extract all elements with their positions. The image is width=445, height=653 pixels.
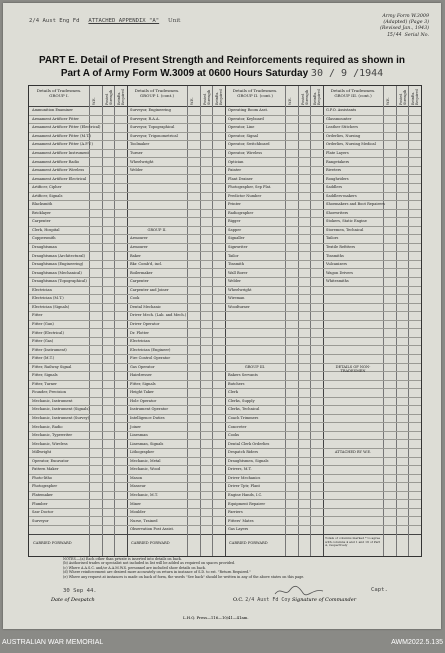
trade-label: Mechanic, Wireless — [32, 441, 68, 446]
row-line — [29, 457, 421, 458]
note-b: (b) Authorised trades or specialist not included in list will be added as required on spaces provided. — [63, 561, 236, 566]
row-line — [29, 217, 421, 218]
row-line — [29, 380, 421, 381]
trade-label: Vulcanizers — [326, 262, 348, 267]
row-line — [29, 516, 421, 517]
carried-forward-3: CARRIED FORWARD — [229, 541, 268, 545]
trade-label: Bkr. Comb'd, incl. — [130, 262, 163, 267]
trade-label: Driver Operator — [130, 321, 160, 326]
trade-label: Operating Room Asst. — [228, 108, 269, 113]
row-line — [29, 363, 421, 364]
col-head-group1-cont: Details of Tradesmen. GROUP I. (cont.) — [134, 88, 180, 98]
archive-reference: AWM2022.5.135 — [391, 639, 443, 646]
sub-column-head: W.E. — [92, 97, 96, 105]
trade-label: Blacksmith — [32, 202, 53, 207]
trade-label: Gas Operator — [130, 364, 155, 369]
trade-label: Radiographer — [228, 210, 254, 215]
trade-label: Shoemakers and Boot Repairers — [326, 202, 385, 207]
notes-block — [63, 557, 304, 579]
trade-label: Orderlies, Nursing — [326, 133, 361, 138]
trade-label: Draughtsman (Topographical) — [32, 279, 87, 284]
trade-label: Carpenter and Joiner — [130, 287, 169, 292]
trade-label: Tailor — [228, 253, 239, 258]
form-line-3: (Revised Jan., 1943) — [380, 26, 429, 32]
trade-label: Mechanic, Metal — [130, 458, 161, 463]
trade-label: Operator, Excavator — [32, 458, 69, 463]
trade-label: Surveyor — [32, 518, 49, 523]
row-line — [29, 132, 421, 133]
row-line — [29, 422, 421, 423]
trade-label: Saw Doctor — [32, 510, 54, 515]
trade-label: Butchers — [228, 381, 245, 386]
row-line — [29, 115, 421, 116]
trade-label: Fitter (Instrument) — [32, 347, 67, 352]
note-a: NOTES.—(a) Each other than private is inserted into details on back. — [63, 557, 182, 561]
trade-label: Electrician (M.T.) — [32, 296, 64, 301]
trade-label: Clerk, Hospital — [32, 227, 60, 232]
serial-number: 15/44 — [387, 32, 402, 38]
trade-label: Armament Artificer Fitter (M.T.) — [32, 133, 91, 138]
page-title — [17, 54, 427, 80]
trade-label: Fitter (M.T.) — [32, 356, 55, 361]
trade-label: Mechanic, Instrument — [32, 398, 73, 403]
sub-column-head: Posted Strength — [202, 89, 211, 105]
trade-label: Baker — [130, 253, 141, 258]
trade-label: Hole Operator — [130, 398, 157, 403]
trade-label: Bakers Servants — [228, 373, 258, 378]
trade-label: Surveyor, Topographical — [130, 125, 175, 130]
row-line — [29, 465, 421, 466]
row-line — [29, 234, 421, 235]
trade-label: Intelligence Duties — [130, 416, 165, 420]
row-line — [29, 157, 421, 158]
trade-label: Wall Borer — [228, 270, 248, 275]
unit-handwritten: 2/4 Aust Eng Fd — [29, 18, 80, 24]
row-line — [29, 268, 421, 269]
row-line — [29, 251, 421, 252]
trade-label: Fitter, Turner — [32, 381, 57, 386]
trade-label: Electrician (Signals) — [32, 304, 70, 309]
trade-label: Observation Post Assist. — [130, 527, 175, 532]
form-identifier — [380, 14, 429, 39]
sub-column-head: Reinfts. Required — [313, 89, 322, 105]
trade-label: Sapper — [228, 227, 242, 232]
trade-label: Hairdresser — [130, 373, 152, 378]
row-line — [29, 448, 421, 449]
trade-label: Dental Clerk Orderlies — [228, 441, 270, 446]
trade-label: Fitter (Electrical) — [32, 330, 64, 335]
trade-label: Mechanic, M.T. — [130, 492, 158, 497]
trade-label: Armament Artificer Wireless — [32, 168, 85, 173]
attached-stamp: ATTACHED APPENDIX "A" — [88, 18, 160, 24]
trade-label: Carpenter — [130, 279, 149, 284]
sub-column-head: Posted Strength — [398, 89, 407, 105]
trade-label: G.P.O. Assistants — [326, 108, 357, 113]
trade-label: Photo-litho — [32, 475, 52, 480]
trade-label: Armament Artificer Fitter (Electrical) — [32, 125, 101, 130]
row-line — [29, 286, 421, 287]
group-heading: DETAILS OF NON-TRADESMEN — [335, 364, 371, 373]
trade-label: Saddlers — [326, 185, 343, 190]
trade-label: Dental Mechanic — [130, 304, 161, 309]
trade-label: Height Taker — [130, 390, 154, 395]
row-line — [29, 183, 421, 184]
trade-label: Draughtsmen, Signals — [228, 458, 269, 463]
row-line — [29, 209, 421, 210]
trade-label: Shoewriters — [326, 210, 349, 215]
trade-label: Glassmounter — [326, 116, 352, 121]
trade-label: Despatch Riders — [228, 450, 259, 455]
trade-label: Ammunition Examiner — [32, 108, 73, 113]
trade-label: Draughtsman (Mechanical) — [32, 270, 82, 275]
trade-label: Tinsmiths — [326, 253, 344, 258]
row-line — [29, 192, 421, 193]
trade-label: Equipment Repairer — [228, 501, 266, 506]
trade-label: Predictor Number — [228, 193, 262, 198]
unit-line — [29, 18, 180, 24]
serial-label: Serial No. — [404, 32, 429, 38]
trade-label: Cooks — [228, 433, 240, 438]
trade-label: Engine Hands, I.C. — [228, 492, 263, 497]
row-line — [29, 414, 421, 415]
sub-column-head: W.E. — [386, 97, 390, 105]
trade-label: Photographer, Sep Plat. — [228, 185, 272, 190]
form-line-2: (Adapted) (Page 3) — [383, 20, 429, 26]
trade-label: Driver Tptr, Plant — [228, 484, 260, 489]
trade-label: Wheelwright — [228, 287, 252, 292]
printer-imprint: L.H.Q. Press—116—10/41—41am. — [183, 615, 249, 620]
trade-label: Bricklayer — [32, 210, 51, 215]
trade-label: Plant Drainer — [228, 176, 253, 181]
trade-label: Tailors — [326, 236, 339, 241]
trade-label: Coach Trimmers — [228, 416, 259, 420]
row-line — [29, 140, 421, 141]
row-line — [29, 431, 421, 432]
row-line — [29, 226, 421, 227]
row-line — [29, 474, 421, 475]
trade-label: Whitesmiths — [326, 279, 349, 284]
trade-label: Fitter, Signals — [130, 381, 156, 386]
trade-label: Mechanic, Wood — [130, 467, 161, 472]
row-line — [29, 294, 421, 295]
trade-label: Fitter — [32, 313, 43, 318]
carried-forward-1: CARRIED FORWARD — [33, 541, 72, 545]
trade-label: Cook — [130, 296, 140, 301]
trade-label: Fitter, Railway Signal — [32, 364, 72, 369]
carried-forward-2: CARRIED FORWARD — [131, 541, 170, 545]
oc-unit: 2/4 Aust Fd Coy — [245, 597, 291, 603]
trade-label: Lithographer — [130, 450, 155, 455]
trade-label: Surveyor, R.A.A. — [130, 116, 160, 121]
row-line — [29, 525, 421, 526]
trade-label: Electrician — [130, 339, 150, 344]
trade-label: Fitter, Signals — [32, 373, 58, 378]
trade-label: Rigger — [228, 219, 241, 224]
sub-column-head: Reinfts. Required — [215, 89, 224, 105]
row-line — [29, 174, 421, 175]
totals-note: Totals of columns marked * to agree with columns 4 and 1 and 16 of Part A, respectively — [325, 536, 381, 547]
trade-label: Turner — [130, 150, 143, 155]
row-line — [29, 260, 421, 261]
col-head-group3-cont: Details of Tradesmen. GROUP III. (cont.) — [330, 88, 376, 98]
form-line-1: Army Form W.3009 — [382, 14, 429, 19]
trade-label: Mason — [130, 475, 143, 480]
trade-label: Painter — [228, 168, 242, 173]
trade-label: Clerks, Technical — [228, 407, 260, 412]
unit-label: Unit — [168, 18, 181, 24]
oc-label: O.C. — [233, 597, 244, 603]
trade-label: Moulder — [130, 510, 146, 515]
trade-label: Riveters — [326, 168, 342, 173]
row-line — [29, 311, 421, 312]
trade-label: Draughtsman — [32, 245, 57, 249]
trade-label: Stokers, Static Engine — [326, 219, 367, 224]
row-line — [29, 397, 421, 398]
trade-label: Instrument Operator — [130, 407, 169, 412]
trade-label: Armament Artificer Fitter (A.F.V.) — [32, 142, 93, 147]
title-line-2-text: Part A of Army Form W.3009 at 0600 Hours Saturday — [60, 68, 309, 79]
trade-label: Welder — [228, 279, 241, 284]
strength-table — [28, 85, 422, 557]
trade-label: Mechanic, Typewriter — [32, 433, 73, 438]
trade-label: Miner — [130, 501, 141, 506]
serial-row — [380, 33, 429, 39]
trade-label: Boilermaker — [130, 270, 153, 275]
title-date: 30 / 9 /1944 — [310, 68, 384, 79]
trade-label: Fitter (Gas) — [32, 339, 54, 344]
trade-label: Artificer, Signals — [32, 193, 63, 198]
trade-label: Drivers, M.T. — [228, 467, 252, 472]
trade-label: Rangetakers — [326, 159, 350, 164]
trade-label: Mechanic, Radio — [32, 424, 63, 429]
trade-label: Artificer, Cipher — [32, 185, 62, 190]
trade-label: Storemen, Technical — [326, 227, 364, 232]
trade-label: Linesman — [130, 433, 148, 438]
sub-column-head: W.E. — [190, 97, 194, 105]
trade-label: Driver Mechanics — [228, 475, 261, 480]
row-line — [29, 499, 421, 500]
row-line — [29, 200, 421, 201]
group-heading: ATTACHED BY W.E. — [334, 450, 372, 455]
despatch-label: Date of Despatch — [51, 597, 95, 603]
group-heading: GROUP II. — [147, 227, 167, 232]
note-d: (d) Where reinforcement are desired more accurately on return in instance of S.D. to est. "Return Required." — [63, 570, 251, 575]
col-head-group1: Details of Tradesmen. GROUP I. — [36, 88, 82, 98]
signature-label: Signature of Commander — [291, 597, 357, 603]
signature-scribble — [273, 585, 325, 598]
trade-label: Fitter (Gun) — [32, 321, 54, 326]
trade-label: Saddlers-makers — [326, 193, 357, 198]
trade-label: Carpenter — [32, 219, 51, 224]
row-line — [29, 328, 421, 329]
trade-label: Gas Layers — [228, 527, 249, 532]
trade-label: Electrician (Engineer) — [130, 347, 171, 352]
trade-label: Masseur — [130, 484, 146, 489]
trade-label: Surveyor, Trigonometrical — [130, 133, 178, 138]
trade-label: Clerk — [228, 390, 238, 395]
trade-label: Orderlies, Nursing Medical — [326, 142, 376, 147]
trade-label: Joiner — [130, 424, 141, 429]
trade-label: Wheelwright — [130, 159, 154, 164]
trade-label: Concreter — [228, 424, 247, 429]
trade-label: Fitters' Mates — [228, 518, 254, 523]
trade-label: Farriers — [228, 510, 243, 515]
form-sheet — [3, 3, 441, 629]
trade-label: Armourer — [130, 245, 148, 249]
trade-label: Linesman, Signals — [130, 441, 164, 446]
trade-label: Dr. Plotter — [130, 330, 149, 335]
trade-label: Wagon Drivers — [326, 270, 353, 275]
trade-label: Plumber — [32, 501, 48, 506]
archive-name: AUSTRALIAN WAR MEMORIAL — [2, 639, 104, 646]
trade-label: Operator, Signal — [228, 133, 258, 138]
row-line — [29, 482, 421, 483]
row-line — [29, 388, 421, 389]
trade-label: Photographer — [32, 484, 58, 489]
trade-label: Printer — [228, 202, 241, 207]
trade-label: Mechanic, Instrument (Survey) — [32, 416, 90, 420]
trade-label: Plate Layers — [326, 150, 349, 155]
trade-label: Draughtsman (Engineering) — [32, 262, 84, 267]
sub-column-head: Reinfts. Required — [411, 89, 420, 105]
trade-label: Welder — [130, 168, 143, 173]
row-line — [29, 149, 421, 150]
trade-label: Driver Mech. (Lab. and Mech.) — [130, 313, 187, 318]
row-line — [29, 405, 421, 406]
trade-label: Founder, Precision — [32, 390, 67, 395]
trade-label: Fire Control Operator — [130, 356, 171, 361]
sub-column-head: Posted Strength — [300, 89, 309, 105]
row-line — [29, 320, 421, 321]
trade-label: Electrician — [32, 287, 52, 292]
trade-label: Armament Artificer Radio — [32, 159, 80, 164]
archive-footer — [0, 633, 445, 653]
trade-label: Mechanic, Instrument (Signals) — [32, 407, 90, 412]
trade-label: Roughriders — [326, 176, 349, 181]
trade-label: Nurse, Trained — [130, 518, 158, 523]
row-line — [29, 508, 421, 509]
trade-label: Textile Refitters — [326, 245, 356, 249]
trade-label: Armament Artificer Electrical — [32, 176, 87, 181]
row-line — [29, 337, 421, 338]
row-line — [29, 491, 421, 492]
row-line — [29, 166, 421, 167]
sub-column-head: Reinfts. Required — [117, 89, 126, 105]
trade-label: Armament Artificer Instrument — [32, 150, 89, 155]
sub-column-head: Posted Strength — [104, 89, 113, 105]
sub-column-head: W.E. — [288, 97, 292, 105]
trade-label: Clerks, Supply — [228, 398, 255, 403]
trade-label: Coppersmith — [32, 236, 56, 241]
title-line-1: PART E. Detail of Present Strength and Reinforcements required as shown in — [39, 55, 405, 66]
row-line — [29, 439, 421, 440]
trade-label: Operator, Line — [228, 125, 255, 130]
trade-label: Pattern Maker — [32, 467, 59, 472]
trade-label: Millwright — [32, 450, 52, 455]
row-line — [29, 277, 421, 278]
trade-label: Wireman — [228, 296, 245, 301]
group-heading: GROUP III. — [244, 364, 266, 369]
signature — [273, 583, 325, 596]
trade-label: Tinsmith — [228, 262, 245, 267]
note-c: (c) Where A.A.S.C. and/or A.A.M.W.S. personnel are included show details on back. — [63, 565, 206, 570]
rank: Capt. — [371, 587, 388, 593]
despatch-date: 30 Sep 44. — [63, 588, 97, 594]
row-line — [29, 354, 421, 355]
trade-label: Platemaker — [32, 492, 53, 497]
trade-label: Armament Artificer Fitter — [32, 116, 79, 121]
trade-label: Surveyor, Engineering — [130, 108, 171, 113]
note-e: (e) Where any request at instances is made on back of form, the words "See back" should be written in any of the above states on this page. — [63, 574, 305, 579]
trade-label: Armourer — [130, 236, 148, 241]
col-head-group2-cont: Details of Tradesmen. GROUP II. (cont.) — [232, 88, 278, 98]
trade-label: Operator, Wireless — [228, 150, 263, 155]
trade-label: Operator, Keyboard — [228, 116, 264, 121]
row-line — [29, 123, 421, 124]
trade-label: Draughtsman (Architectural) — [32, 253, 85, 258]
row-line — [29, 303, 421, 304]
trade-label: Signaller — [228, 236, 245, 241]
trade-label: Leather Stitchers — [326, 125, 358, 130]
title-line-2 — [17, 67, 427, 80]
row-line — [29, 345, 421, 346]
trade-label: Signwriter — [228, 245, 248, 249]
trade-label: Optician — [228, 159, 244, 164]
trade-label: Operator, Switchboard — [228, 142, 270, 147]
trade-label: Toolmaker — [130, 142, 150, 147]
row-line — [29, 243, 421, 244]
trade-label: Woodturner — [228, 304, 250, 309]
